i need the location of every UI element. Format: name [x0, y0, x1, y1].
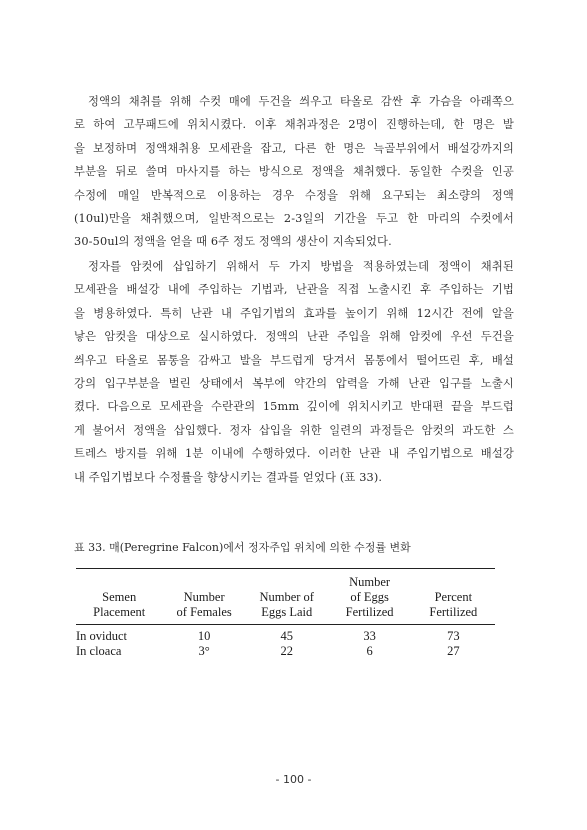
paragraph-insemination-method [74, 255, 514, 489]
text-line: 켰다. 다음으로 모세관을 수란관의 15mm 깊이에 위치시키고 반대편 끝을 부드럽 [74, 400, 514, 414]
table-cell: In cloaca [76, 644, 122, 658]
text-line: 정자를 암컷에 삽입하기 위해서 두 가지 방법을 적용하였는데 정액이 채취된 [88, 260, 514, 273]
table-row [76, 625, 495, 645]
table-cell: 73 [447, 629, 460, 643]
table-caption: 표 33. 매(Peregrine Falcon)에서 정자주입 위치에 의한 수정률 변화 [74, 541, 411, 554]
text-line: 트레스 방지를 위해 1분 이내에 수행하였다. 이러한 난관 내 주입기법으로 배설강 [74, 447, 514, 461]
table-cell: 6 [366, 644, 373, 658]
text-line: 게 불어서 정액을 삽입했다. 정자 삽입을 위한 일련의 과정들은 암컷의 과도한 스 [74, 423, 514, 437]
text-line: 로 하여 고무패드에 위치시켰다. 이후 채취과정은 2명이 진행하는데, 한 명은 발 [74, 118, 514, 132]
text-line: 씌우고 타올로 몸통을 감싸고 발을 부드럽게 당겨서 몸통에서 떨어뜨린 후, 배설 [74, 353, 514, 367]
header-cell: Number of Eggs Fertilized [328, 569, 412, 625]
table-row [76, 644, 495, 659]
text-line: 을 병용하였다. 특히 난관 내 주입기법의 효과를 높이기 위해 12시간 전에 알을 [74, 306, 514, 320]
text-line: 부분을 뒤로 쓸며 마사지를 하는 방식으로 정액을 채취했다. 동일한 수컷을 인공 [74, 165, 514, 179]
header-cell: Number of Females [162, 569, 246, 625]
header-cell: Percent Fertilized [412, 569, 495, 625]
table-cell: In oviduct [76, 629, 128, 643]
table-cell: 3° [198, 644, 210, 658]
fertility-table [76, 568, 495, 659]
table-cell: 27 [447, 644, 460, 658]
table-cell: 33 [363, 629, 376, 643]
paragraph-semen-collection [74, 90, 514, 254]
page-number: - 100 - [275, 773, 312, 786]
header-cell: Number of Eggs Laid [246, 569, 328, 625]
text-line: 30-50ul의 정액을 얻을 때 6주 정도 정액의 생산이 지속되었다. [74, 235, 392, 249]
text-line: 낳은 암컷을 대상으로 실시하였다. 정액의 난관 주입을 위해 암컷에 우선 두건을 [74, 330, 514, 344]
table-cell: 10 [197, 629, 211, 643]
text-line: 수정에 매일 반복적으로 이용하는 경우 수정을 위해 요구되는 최소량의 정액 [74, 188, 514, 202]
table-cell: 22 [280, 644, 293, 658]
text-line: (10ul)만을 채취했으며, 일반적으로는 2-3일의 기간을 두고 한 마리의 수컷에서 [74, 211, 514, 225]
text-line: 내 주입기법보다 수정률을 향상시키는 결과를 얻었다 (표 33). [74, 470, 383, 484]
text-line: 모세관을 배설강 내에 주입하는 기법과, 난관을 직접 노출시킨 후 주입하는 기법 [74, 283, 514, 297]
table-header-row [76, 569, 495, 625]
header-cell: Semen Placement [76, 569, 162, 625]
text-line: 을 보정하며 정액채취용 모세관을 잡고, 다른 한 명은 늑골부위에서 배설강까지의 [74, 141, 514, 155]
text-line: 정액의 채취를 위해 수컷 매에 두건을 씌우고 타올로 감싼 후 가슴을 아래쪽으 [88, 95, 514, 108]
text-line: 강의 입구부분을 벌린 상태에서 복부에 약간의 압력을 가해 난관 입구를 노출시 [74, 376, 514, 390]
table-cell: 45 [280, 629, 293, 643]
